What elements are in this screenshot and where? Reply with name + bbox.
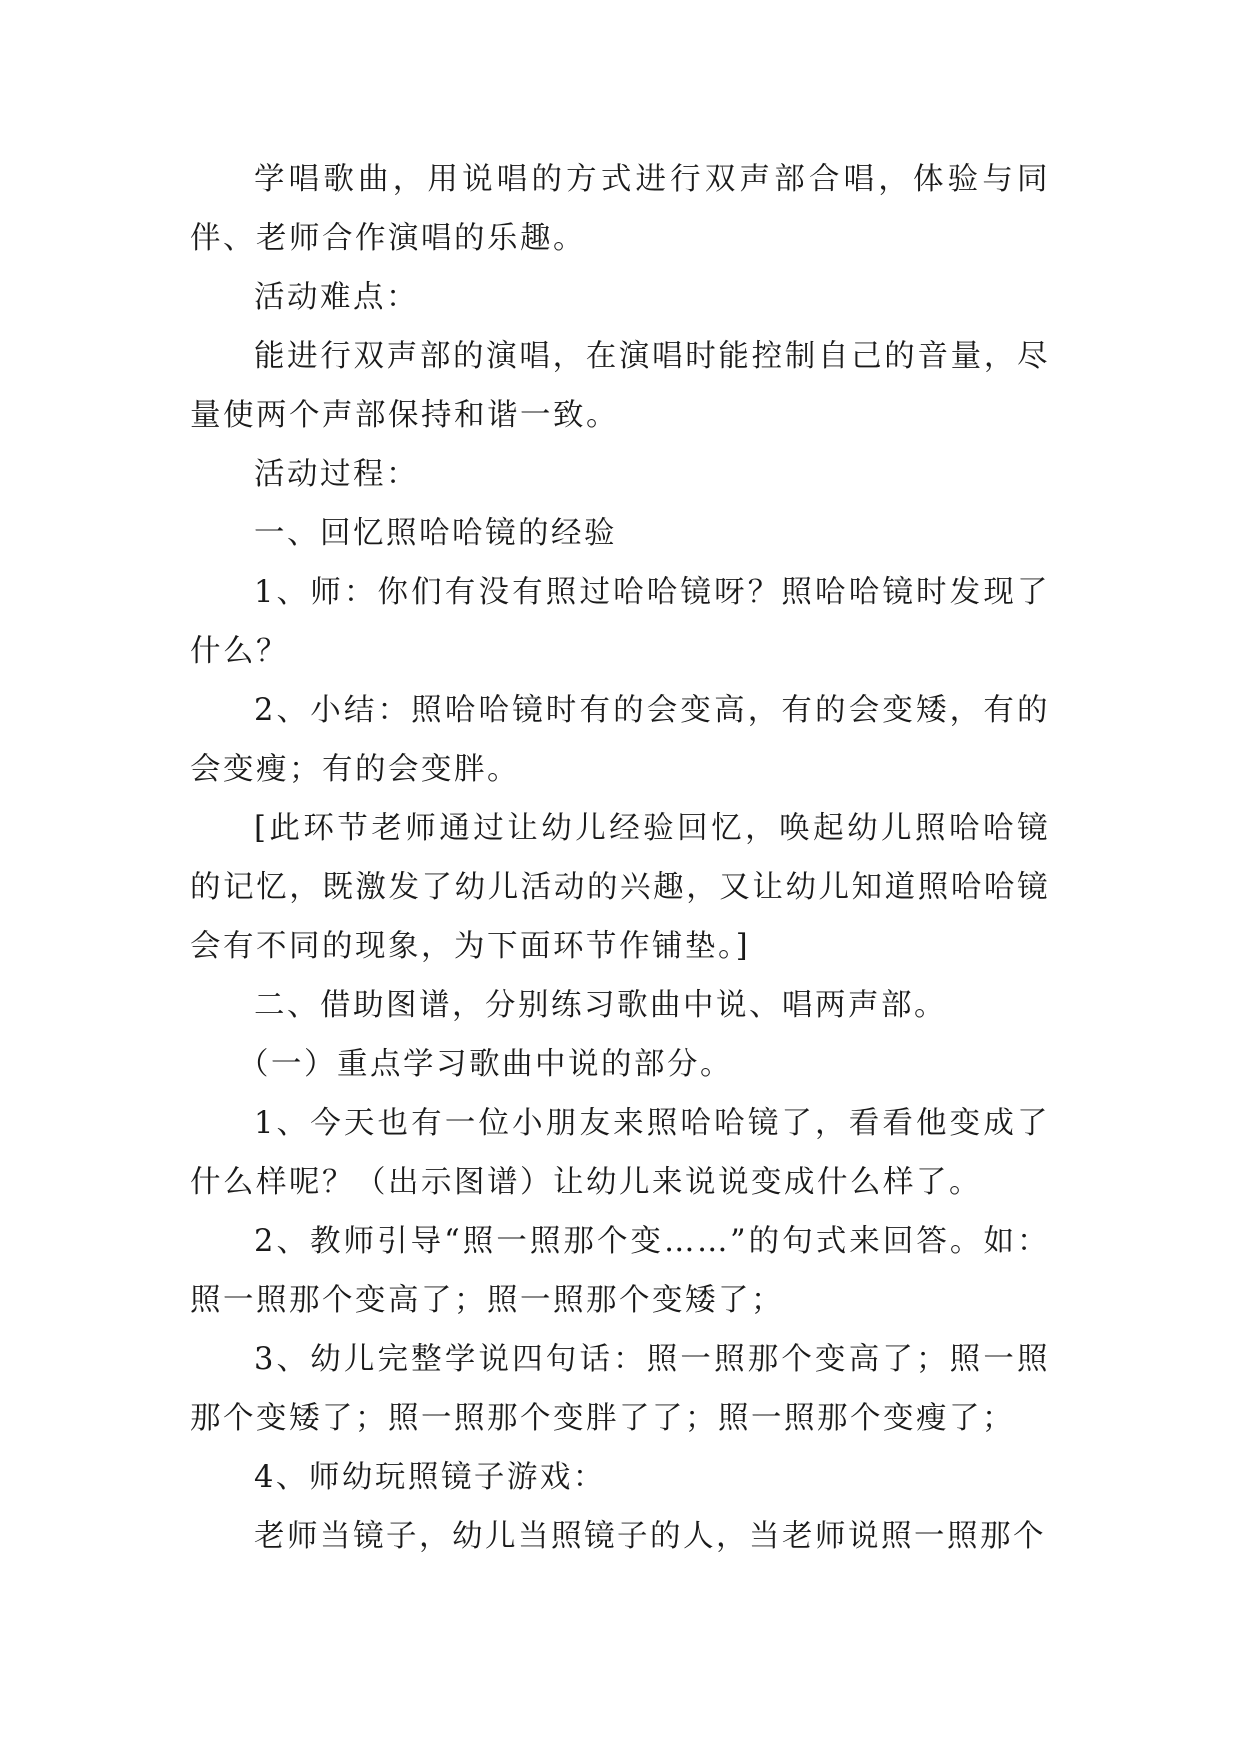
teaching-note: [此环节老师通过让幼儿经验回忆，唤起幼儿照哈哈镜的记忆，既激发了幼儿活动的兴趣，又让幼儿知道照哈哈镜会有不同的现象，为下面环节作铺垫。] [190,811,1050,964]
document-body [190,150,1050,1566]
heading-process: 活动过程： [254,457,419,492]
section-one-title: 一、回忆照哈哈镜的经验 [254,516,617,551]
sub-step-four: 4、师幼玩照镜子游戏： [254,1460,606,1495]
heading-difficulty: 活动难点： [254,280,419,315]
sub-step-two: 2、教师引导“照一照那个变……”的句式来回答。如：照一照那个变高了；照一照那个变矮了； [190,1224,1050,1318]
step-two-summary: 2、小结：照哈哈镜时有的会变高，有的会变矮，有的会变瘦；有的会变胖。 [190,693,1050,787]
subsection-one-title: （一）重点学习歌曲中说的部分。 [238,1047,733,1082]
sub-step-one: 1、今天也有一位小朋友来照哈哈镜了，看看他变成了什么样呢？（出示图谱）让幼儿来说说变成什么样了。 [190,1106,1050,1200]
section-two-title: 二、借助图谱，分别练习歌曲中说、唱两声部。 [254,988,947,1023]
paragraph-difficulty: 能进行双声部的演唱，在演唱时能控制自己的音量，尽量使两个声部保持和谐一致。 [190,339,1050,433]
game-description: 老师当镜子，幼儿当照镜子的人，当老师说照一照那个 [254,1519,1046,1554]
step-one-question: 1、师：你们有没有照过哈哈镜呀？照哈哈镜时发现了什么？ [190,575,1050,669]
sub-step-three: 3、幼儿完整学说四句话：照一照那个变高了；照一照那个变矮了；照一照那个变胖了了；照一照那个变瘦了； [190,1342,1050,1436]
paragraph-goal: 学唱歌曲，用说唱的方式进行双声部合唱，体验与同伴、老师合作演唱的乐趣。 [190,162,1050,256]
